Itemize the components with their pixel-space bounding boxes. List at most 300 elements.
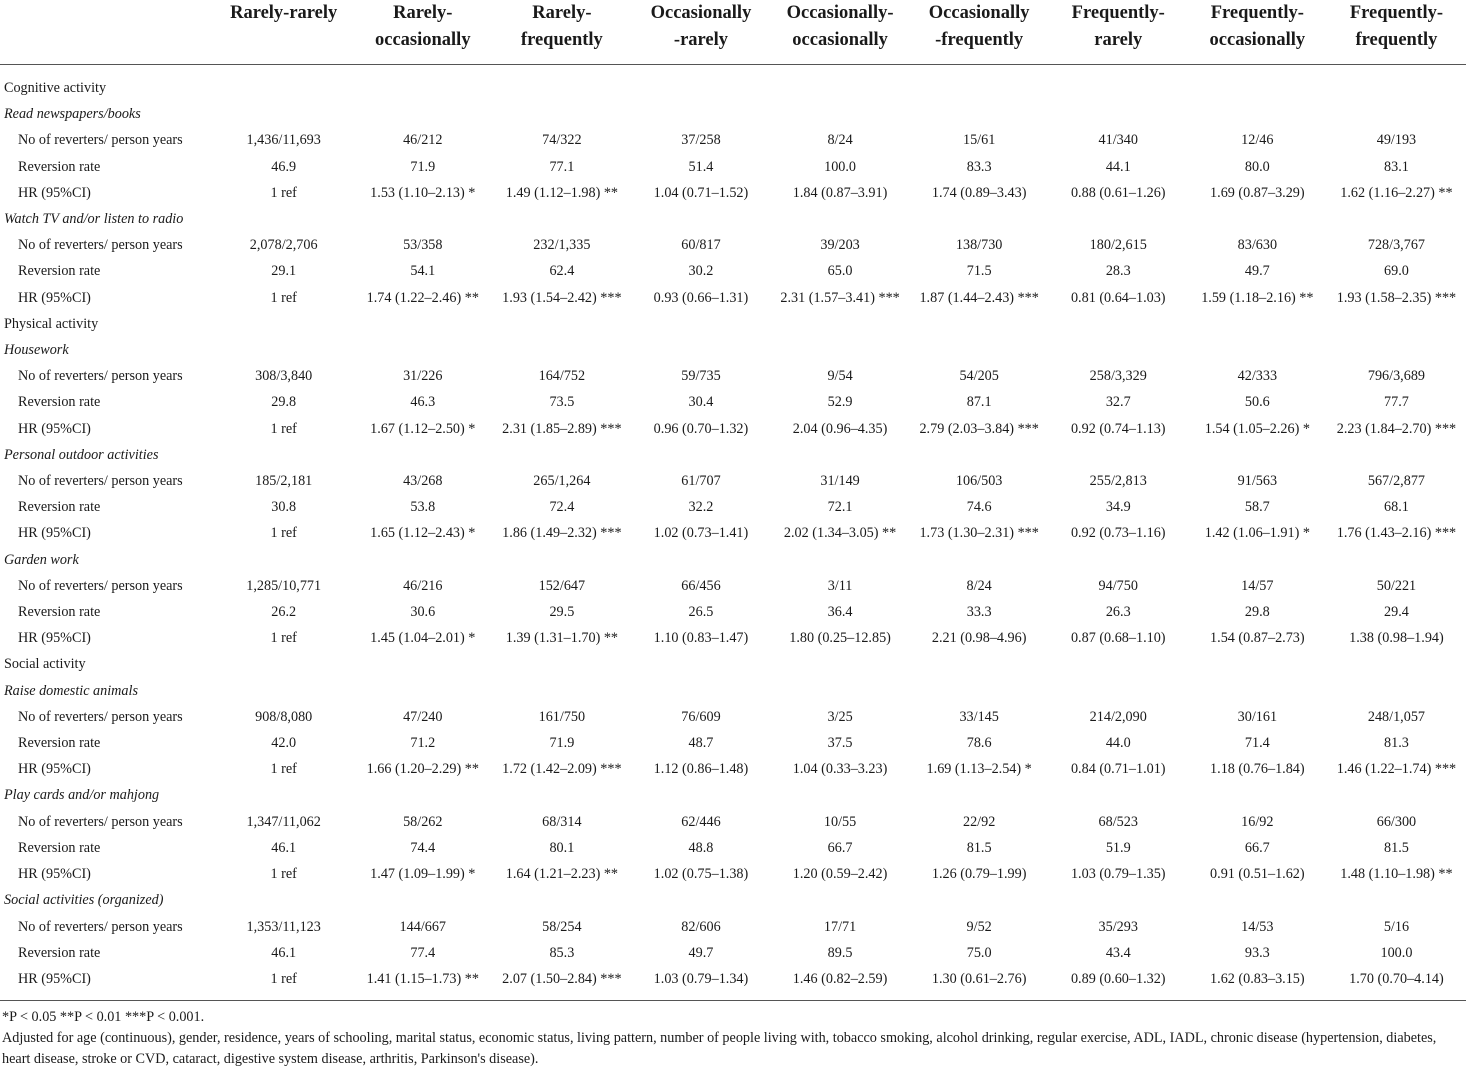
table-cell: 58/254 xyxy=(542,918,582,935)
table-cell: 1.18 (0.76–1.84) xyxy=(1210,761,1305,778)
table-cell: 1.72 (1.42–2.09) *** xyxy=(502,761,622,778)
table-cell: 66.7 xyxy=(827,839,853,856)
table-cell: 9/54 xyxy=(827,368,853,385)
empty-cell xyxy=(353,887,492,913)
section-title: Physical activity xyxy=(4,315,99,332)
table-cell: 54/205 xyxy=(959,368,999,385)
table-cell: 87.1 xyxy=(966,394,992,411)
table-cell: 1.76 (1.43–2.16) *** xyxy=(1336,525,1457,542)
table-cell: 1 ref xyxy=(270,525,297,542)
row-label: HR (95%CI) xyxy=(0,966,214,1001)
empty-cell xyxy=(1327,678,1466,704)
table-cell: 62/446 xyxy=(681,813,721,830)
table-cell: 46.1 xyxy=(271,839,297,856)
empty-cell xyxy=(353,337,492,363)
table-cell: 1.02 (0.73–1.41) xyxy=(653,525,749,542)
table-cell: 2.21 (0.98–4.96) xyxy=(931,630,1027,647)
table-cell: 34.9 xyxy=(1105,499,1131,516)
table-cell: 0.88 (0.61–1.26) xyxy=(1070,184,1166,201)
table-cell: 100.0 xyxy=(824,158,857,175)
table-cell: 214/2,090 xyxy=(1089,708,1147,725)
table-cell: 71.9 xyxy=(410,158,436,175)
hazard-ratio-row xyxy=(0,625,1466,651)
table-cell: 0.93 (0.66–1.31) xyxy=(653,289,749,306)
table-cell: 49.7 xyxy=(688,944,714,961)
table-cell: 44.1 xyxy=(1105,158,1131,175)
table-cell: 1.87 (1.44–2.43) *** xyxy=(919,289,1039,306)
row-label: HR (95%CI) xyxy=(18,866,91,883)
empty-cell xyxy=(1049,678,1188,704)
table-cell: 47/240 xyxy=(403,708,443,725)
table-cell: 71.4 xyxy=(1244,735,1270,752)
empty-cell xyxy=(771,887,910,913)
table-cell: 29.1 xyxy=(271,263,297,280)
table-cell: 30.2 xyxy=(688,263,714,280)
table-cell: 77.4 xyxy=(410,944,436,961)
activity-name: Garden work xyxy=(4,551,79,568)
empty-cell xyxy=(214,651,353,677)
reversion-rate-row xyxy=(0,599,1466,625)
activity-name: Raise domestic animals xyxy=(4,682,138,699)
empty-cell xyxy=(492,311,631,337)
empty-cell xyxy=(1327,782,1466,808)
table-cell: 180/2,615 xyxy=(1089,237,1147,254)
empty-cell xyxy=(910,547,1049,573)
table-cell: 265/1,264 xyxy=(533,473,591,490)
empty-cell xyxy=(492,442,631,468)
table-cell: 1.39 (1.31–1.70) ** xyxy=(505,630,619,647)
table-cell: 30/161 xyxy=(1237,708,1278,725)
table-cell: 26.3 xyxy=(1105,604,1131,621)
reversion-rate-row xyxy=(0,258,1466,284)
empty-cell xyxy=(1327,887,1466,913)
empty-cell xyxy=(492,547,631,573)
table-cell: 100.0 xyxy=(1380,944,1413,961)
table-cell: 94/750 xyxy=(1098,577,1138,594)
activity-name: Housework xyxy=(4,342,69,359)
significance-footnote: *P < 0.05 **P < 0.01 ***P < 0.001. xyxy=(2,1009,205,1026)
table-cell: 1.67 (1.12–2.50) * xyxy=(370,420,476,437)
table-cell: 65.0 xyxy=(827,263,853,280)
hazard-ratio-row xyxy=(0,416,1466,442)
table-cell: 53.8 xyxy=(410,499,436,516)
row-label: Reversion rate xyxy=(18,944,101,961)
table-cell: 44.0 xyxy=(1105,735,1131,752)
table-cell: 68/523 xyxy=(1098,813,1138,830)
table-cell: 50.6 xyxy=(1244,394,1270,411)
empty-cell xyxy=(631,337,770,363)
empty-cell xyxy=(1049,547,1188,573)
empty-cell xyxy=(1327,337,1466,363)
table-cell: 74.4 xyxy=(410,839,436,856)
table-cell: 1.04 (0.71–1.52) xyxy=(653,184,749,201)
empty-cell xyxy=(631,651,770,677)
empty-cell xyxy=(214,547,353,573)
row-label: HR (95%CI) xyxy=(18,761,91,778)
empty-cell xyxy=(353,311,492,337)
table-cell: 144/667 xyxy=(399,918,447,935)
empty-cell xyxy=(1188,337,1327,363)
reverters-row xyxy=(0,232,1466,258)
table-body xyxy=(0,65,1466,1001)
empty-cell xyxy=(1327,651,1466,677)
table-cell: 37/258 xyxy=(681,132,721,149)
hazard-ratio-row xyxy=(0,180,1466,206)
empty-cell xyxy=(1327,311,1466,337)
table-cell: 1 ref xyxy=(214,966,353,1001)
table-cell: 49.7 xyxy=(1244,263,1270,280)
table-cell: 1.73 (1.30–2.31) *** xyxy=(919,525,1039,542)
empty-cell xyxy=(910,442,1049,468)
activity-group-row xyxy=(0,782,1466,808)
empty-cell xyxy=(353,101,492,127)
reverters-row xyxy=(0,809,1466,835)
empty-cell xyxy=(1049,887,1188,913)
header-row xyxy=(0,0,1466,65)
header-cell-5: Occasionally- occasionally xyxy=(771,0,910,65)
table-cell: 81.3 xyxy=(1384,735,1409,752)
table-cell: 2.04 (0.96–4.35) xyxy=(792,420,888,437)
reverters-row xyxy=(0,127,1466,153)
table-cell: 248/1,057 xyxy=(1367,708,1426,725)
header-cell-0 xyxy=(0,0,214,65)
empty-cell xyxy=(631,442,770,468)
empty-cell xyxy=(1049,782,1188,808)
table-cell: 62.4 xyxy=(549,263,575,280)
activity-group-row xyxy=(0,887,1466,913)
table-cell: 1,436/11,693 xyxy=(246,132,321,149)
table-cell: 46/216 xyxy=(403,577,443,594)
empty-cell xyxy=(353,678,492,704)
empty-cell xyxy=(214,678,353,704)
row-label: HR (95%CI) xyxy=(18,420,91,437)
table-cell: 49/193 xyxy=(1376,132,1417,149)
empty-cell xyxy=(492,782,631,808)
reverters-row xyxy=(0,363,1466,389)
header-cell-6: Occasionally -frequently xyxy=(910,0,1049,65)
table-cell: 46/212 xyxy=(403,132,443,149)
table-cell: 2.23 (1.84–2.70) *** xyxy=(1336,420,1457,437)
table-cell: 26.5 xyxy=(688,604,714,621)
table-cell: 43/268 xyxy=(403,473,443,490)
empty-cell xyxy=(1049,651,1188,677)
table-cell: 0.92 (0.73–1.16) xyxy=(1070,525,1166,542)
empty-cell xyxy=(214,887,353,913)
table-cell: 3/11 xyxy=(827,577,853,594)
table-cell: 83/630 xyxy=(1237,237,1278,254)
table-cell: 1.10 (0.83–1.47) xyxy=(653,630,749,647)
activity-group-row xyxy=(0,206,1466,232)
table-cell: 1.66 (1.20–2.29) ** xyxy=(366,761,479,778)
table-cell: 1.62 (0.83–3.15) xyxy=(1188,966,1327,1001)
empty-cell xyxy=(771,547,910,573)
table-cell: 52.9 xyxy=(827,394,853,411)
header-cell-4: Occasionally -rarely xyxy=(631,0,770,65)
row-label: HR (95%CI) xyxy=(18,289,91,306)
table-cell: 1 ref xyxy=(270,866,297,883)
table-cell: 68.1 xyxy=(1384,499,1409,516)
empty-cell xyxy=(771,651,910,677)
table-cell: 71.2 xyxy=(410,735,436,752)
row-label: Reversion rate xyxy=(18,839,101,856)
table-cell: 72.1 xyxy=(827,499,853,516)
empty-cell xyxy=(1327,206,1466,232)
empty-cell xyxy=(910,337,1049,363)
empty-cell xyxy=(492,206,631,232)
table-cell: 82/606 xyxy=(681,918,721,935)
header-cell-9: Frequently- frequently xyxy=(1327,0,1466,65)
table-cell: 1.02 (0.75–1.38) xyxy=(653,866,749,883)
empty-cell xyxy=(1188,651,1327,677)
empty-cell xyxy=(1188,101,1327,127)
table-cell: 14/57 xyxy=(1241,577,1274,594)
table-cell: 2.31 (1.85–2.89) *** xyxy=(502,420,622,437)
table-cell: 185/2,181 xyxy=(255,473,313,490)
row-label: No of reverters/ person years xyxy=(18,813,183,830)
header-cell-7: Frequently- rarely xyxy=(1049,0,1188,65)
table-cell: 1.74 (1.22–2.46) ** xyxy=(366,289,479,306)
table-cell: 30.8 xyxy=(271,499,297,516)
table-cell: 255/2,813 xyxy=(1089,473,1147,490)
empty-cell xyxy=(214,337,353,363)
table-cell: 567/2,877 xyxy=(1367,473,1426,490)
table-cell: 1.38 (0.98–1.94) xyxy=(1349,630,1444,647)
table-cell: 796/3,689 xyxy=(1367,368,1426,385)
empty-cell xyxy=(1327,547,1466,573)
table-cell: 48.8 xyxy=(688,839,714,856)
table-cell: 2.07 (1.50–2.84) *** xyxy=(492,966,631,1001)
table-cell: 1.12 (0.86–1.48) xyxy=(653,761,749,778)
table-cell: 59/735 xyxy=(681,368,721,385)
table-cell: 1.45 (1.04–2.01) * xyxy=(370,630,476,647)
table-cell: 77.7 xyxy=(1384,394,1409,411)
table-cell: 0.89 (0.60–1.32) xyxy=(1049,966,1188,1001)
empty-cell xyxy=(214,782,353,808)
table-cell: 1,347/11,062 xyxy=(246,813,321,830)
section-header-row xyxy=(0,311,1466,337)
table-cell: 3/25 xyxy=(827,708,853,725)
empty-cell xyxy=(1049,337,1188,363)
activity-name: Social activities (organized) xyxy=(4,892,164,909)
table-cell: 258/3,329 xyxy=(1089,368,1147,385)
empty-cell xyxy=(1327,101,1466,127)
table-cell: 41/340 xyxy=(1098,132,1138,149)
table-cell: 1.20 (0.59–2.42) xyxy=(792,866,888,883)
activity-group-row xyxy=(0,101,1466,127)
table-cell: 2.31 (1.57–3.41) *** xyxy=(780,289,900,306)
row-label: Reversion rate xyxy=(18,263,101,280)
table-cell: 8/24 xyxy=(827,132,853,149)
table-cell: 42.0 xyxy=(271,735,297,752)
table-cell: 54.1 xyxy=(410,263,436,280)
table-cell: 76/609 xyxy=(681,708,721,725)
empty-cell xyxy=(492,101,631,127)
table-cell: 10/55 xyxy=(823,813,857,830)
table-cell: 81.5 xyxy=(1384,839,1409,856)
empty-cell xyxy=(1049,311,1188,337)
table-cell: 74.6 xyxy=(966,499,992,516)
table-cell: 51.4 xyxy=(688,158,714,175)
hazard-ratio-row xyxy=(0,520,1466,546)
table-cell: 1.70 (0.70–4.14) xyxy=(1327,966,1466,1001)
empty-cell xyxy=(910,206,1049,232)
adjustment-footnote: Adjusted for age (continuous), gender, residence, years of schooling, marital status, economic status, living pattern, number of people living with, tobacco smoking, alcohol drinking, regular exercise, ADL, IADL, chronic disease (hypertension, diabetes, heart disease, stroke or CVD, cataract, digestive system disease, arthritis, Parkinson's disease). xyxy=(2,1030,1437,1068)
empty-cell xyxy=(1327,65,1466,102)
table-cell: 1.80 (0.25–12.85) xyxy=(789,630,891,647)
table-cell: 29.5 xyxy=(549,604,575,621)
empty-cell xyxy=(910,887,1049,913)
empty-cell xyxy=(771,65,910,102)
row-label: Reversion rate xyxy=(18,735,101,752)
table-cell: 1 ref xyxy=(270,184,297,201)
empty-cell xyxy=(214,101,353,127)
row-label: HR (95%CI) xyxy=(18,630,91,647)
empty-cell xyxy=(353,782,492,808)
table-cell: 77.1 xyxy=(549,158,575,175)
table-cell: 2.79 (2.03–3.84) *** xyxy=(919,420,1039,437)
table-cell: 2.02 (1.34–3.05) ** xyxy=(783,525,897,542)
empty-cell xyxy=(1049,65,1188,102)
empty-cell xyxy=(631,887,770,913)
empty-cell xyxy=(1188,311,1327,337)
row-label: No of reverters/ person years xyxy=(18,237,183,254)
table-cell: 72.4 xyxy=(549,499,575,516)
activity-name: Read newspapers/books xyxy=(4,106,141,123)
table-cell: 1.84 (0.87–3.91) xyxy=(792,184,888,201)
table-cell: 1.03 (0.79–1.35) xyxy=(1070,866,1166,883)
table-cell: 1.46 (1.22–1.74) *** xyxy=(1336,761,1457,778)
table-cell: 31/226 xyxy=(403,368,443,385)
table-cell: 46.9 xyxy=(271,158,297,175)
table-cell: 32.7 xyxy=(1105,394,1131,411)
empty-cell xyxy=(492,678,631,704)
table-cell: 232/1,335 xyxy=(533,237,591,254)
row-label: No of reverters/ person years xyxy=(18,473,183,490)
table-cell: 14/53 xyxy=(1241,918,1274,935)
reversion-rate-row xyxy=(0,154,1466,180)
table-cell: 1.26 (0.79–1.99) xyxy=(931,866,1027,883)
table-cell: 1.62 (1.16–2.27) ** xyxy=(1340,184,1453,201)
empty-cell xyxy=(492,651,631,677)
table-cell: 74/322 xyxy=(542,132,582,149)
table-cell: 1.69 (0.87–3.29) xyxy=(1210,184,1305,201)
empty-cell xyxy=(1188,678,1327,704)
table-cell: 1.41 (1.15–1.73) ** xyxy=(353,966,492,1001)
table-cell: 33.3 xyxy=(966,604,992,621)
reversion-rate-row xyxy=(0,389,1466,415)
empty-cell xyxy=(910,65,1049,102)
activity-group-row xyxy=(0,547,1466,573)
table-footnotes xyxy=(0,1001,1464,1070)
table-cell: 31/149 xyxy=(820,473,860,490)
empty-cell xyxy=(910,101,1049,127)
table-cell: 81.5 xyxy=(966,839,992,856)
empty-cell xyxy=(631,311,770,337)
table-cell: 37.5 xyxy=(827,735,853,752)
table-cell: 91/563 xyxy=(1237,473,1278,490)
table-cell: 1.03 (0.79–1.34) xyxy=(631,966,770,1001)
table-cell: 66.7 xyxy=(1244,839,1270,856)
table-cell: 1.46 (0.82–2.59) xyxy=(771,966,910,1001)
header-cell-3: Rarely- frequently xyxy=(492,0,631,65)
empty-cell xyxy=(771,101,910,127)
table-cell: 9/52 xyxy=(966,918,992,935)
table-cell: 71.9 xyxy=(549,735,575,752)
reverters-row xyxy=(0,573,1466,599)
table-cell: 0.84 (0.71–1.01) xyxy=(1070,761,1166,778)
table-cell: 35/293 xyxy=(1098,918,1138,935)
table-cell: 908/8,080 xyxy=(255,708,313,725)
section-title: Cognitive activity xyxy=(4,80,107,96)
table-cell: 1 ref xyxy=(270,420,297,437)
table-cell: 32.2 xyxy=(688,499,714,516)
table-cell: 1.93 (1.54–2.42) *** xyxy=(502,289,622,306)
empty-cell xyxy=(1188,547,1327,573)
empty-cell xyxy=(353,206,492,232)
table-cell: 30.6 xyxy=(410,604,436,621)
table-cell: 66/456 xyxy=(681,577,721,594)
table-cell: 29.4 xyxy=(1384,604,1409,621)
table-cell: 50/221 xyxy=(1376,577,1417,594)
empty-cell xyxy=(492,65,631,102)
table-cell: 42/333 xyxy=(1237,368,1278,385)
empty-cell xyxy=(492,337,631,363)
table-cell: 43.4 xyxy=(1105,944,1131,961)
empty-cell xyxy=(353,651,492,677)
table-cell: 33/145 xyxy=(959,708,999,725)
table-cell: 164/752 xyxy=(538,368,586,385)
reversion-rate-row xyxy=(0,940,1466,966)
table-cell: 69.0 xyxy=(1384,263,1409,280)
empty-cell xyxy=(771,678,910,704)
table-cell: 1.30 (0.61–2.76) xyxy=(910,966,1049,1001)
table-cell: 30.4 xyxy=(688,394,714,411)
reversion-rate-row xyxy=(0,835,1466,861)
table-cell: 83.3 xyxy=(966,158,992,175)
empty-cell xyxy=(910,782,1049,808)
table-cell: 1.47 (1.09–1.99) * xyxy=(370,866,476,883)
table-cell: 308/3,840 xyxy=(255,368,313,385)
activity-name: Play cards and/or mahjong xyxy=(4,787,160,804)
row-label: HR (95%CI) xyxy=(18,184,91,201)
table-cell: 29.8 xyxy=(1244,604,1270,621)
table-cell: 1.86 (1.49–2.32) *** xyxy=(502,525,622,542)
table-cell: 8/24 xyxy=(966,577,992,594)
table-cell: 106/503 xyxy=(955,473,1003,490)
empty-cell xyxy=(1049,206,1188,232)
empty-cell xyxy=(1327,442,1466,468)
table-cell: 1 ref xyxy=(270,289,297,306)
activity-group-row xyxy=(0,337,1466,363)
activity-group-row xyxy=(0,678,1466,704)
table-cell: 48.7 xyxy=(688,735,714,752)
hazard-ratio-row xyxy=(0,966,1466,1001)
empty-cell xyxy=(1188,887,1327,913)
hazard-ratio-row xyxy=(0,861,1466,887)
table-cell: 68/314 xyxy=(542,813,582,830)
empty-cell xyxy=(214,311,353,337)
table-cell: 36.4 xyxy=(827,604,853,621)
table-cell: 1.48 (1.10–1.98) ** xyxy=(1340,866,1453,883)
table-cell: 15/61 xyxy=(962,132,996,149)
table-cell: 61/707 xyxy=(681,473,721,490)
table-cell: 1 ref xyxy=(270,630,297,647)
table-cell: 60/817 xyxy=(681,237,721,254)
empty-cell xyxy=(214,65,353,102)
table-cell: 1.53 (1.10–2.13) * xyxy=(370,184,476,201)
table-cell: 1.69 (1.13–2.54) * xyxy=(926,761,1032,778)
reverters-row xyxy=(0,704,1466,730)
